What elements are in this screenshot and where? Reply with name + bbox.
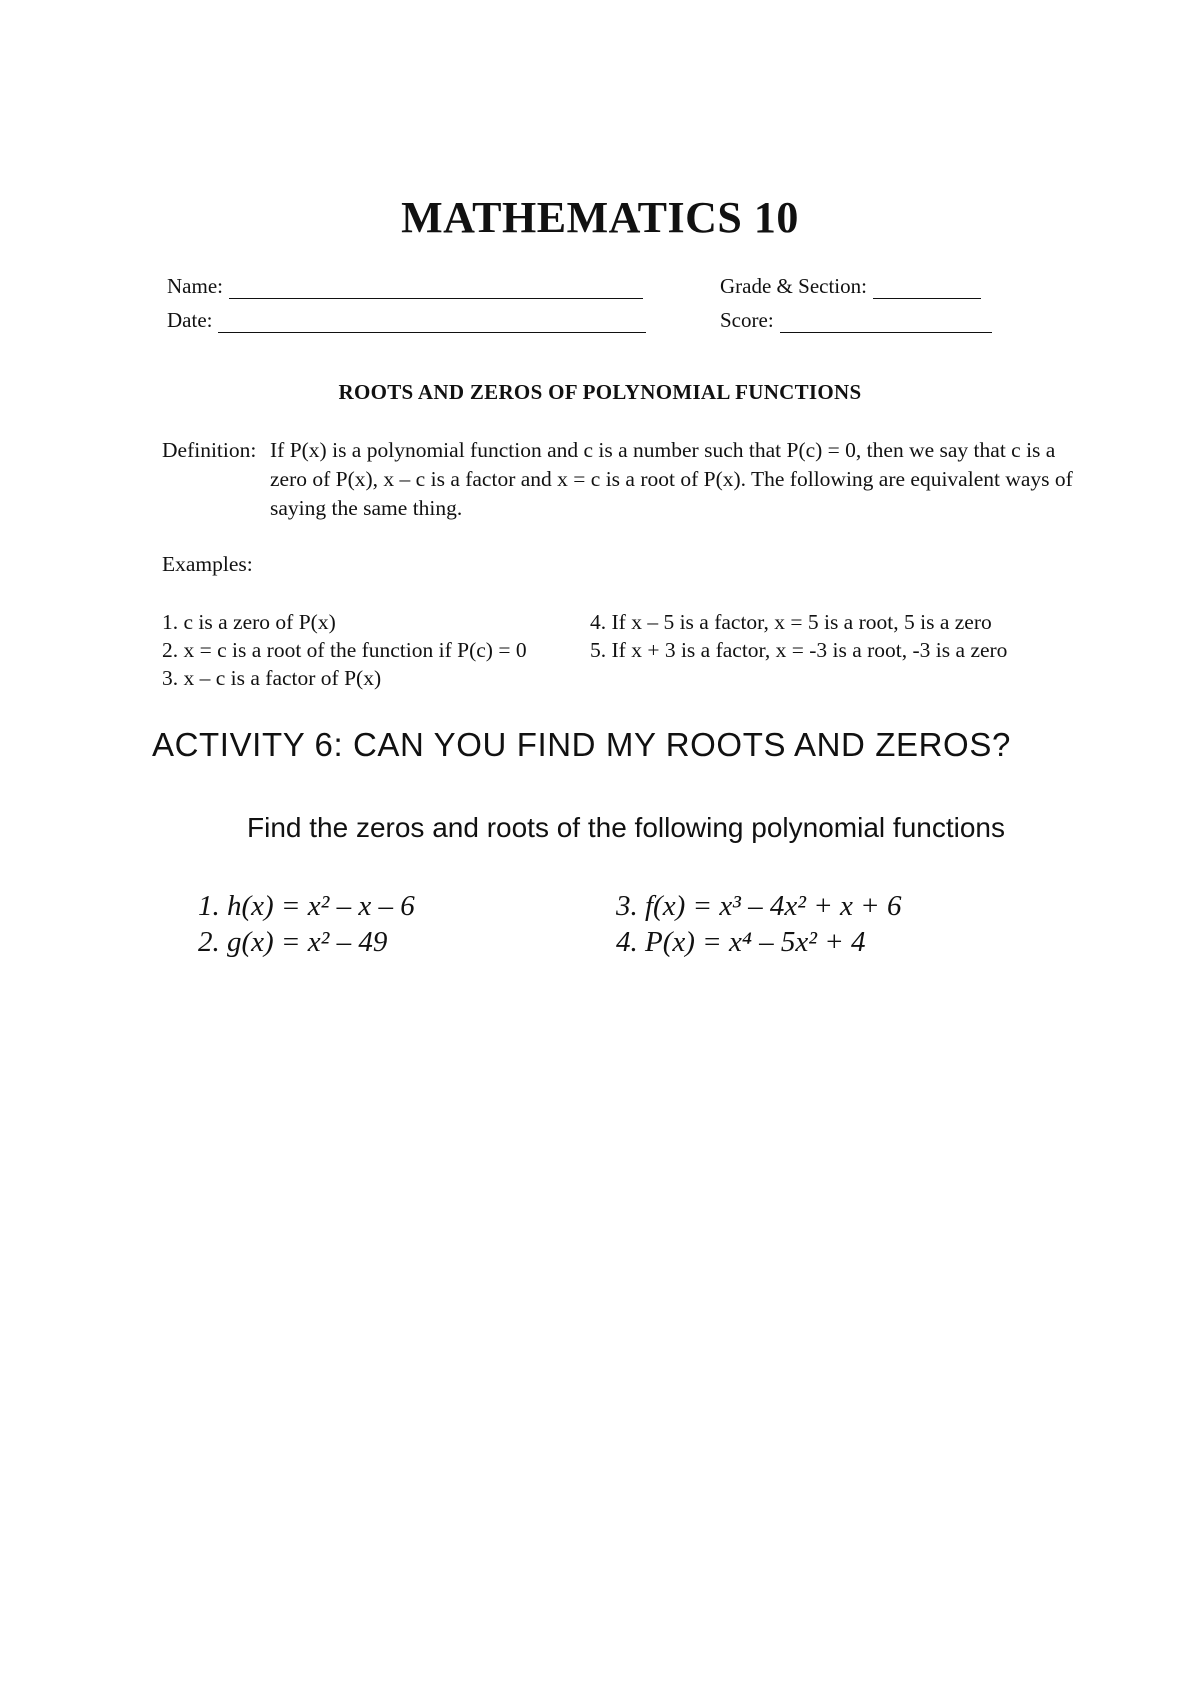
activity-instruction: Find the zeros and roots of the following polynomial functions [247,812,1005,843]
examples-label: Examples: [162,552,253,576]
page-title: MATHEMATICS 10 [401,193,799,242]
activity-title: ACTIVITY 6: CAN YOU FIND MY ROOTS AND ZEROS? [152,726,1011,763]
example-item: 3. x – c is a factor of P(x) [162,666,382,690]
score-blank-line [780,312,992,333]
grade-section-field [720,274,981,299]
problem-item: 2. g(x) = x² – 49 [198,926,388,958]
section-subtitle: ROOTS AND ZEROS OF POLYNOMIAL FUNCTIONS [338,380,862,404]
problem-item: 1. h(x) = x² – x – 6 [198,890,415,922]
example-item: 2. x = c is a root of the function if P(c) = 0 [162,638,527,662]
definition-text: If P(x) is a polynomial function and c is a number such that P(c) = 0, then we say that c is a zero of P(x), x – c is a factor and x = c is a root of P(x). The following are equivalent ways of saying the same thing. [270,438,1073,520]
date-blank-line [218,312,646,333]
example-item: 5. If x + 3 is a factor, x = -3 is a root, -3 is a zero [590,638,1008,662]
name-field [167,274,643,299]
date-label: Date: [167,308,213,332]
example-item: 4. If x – 5 is a factor, x = 5 is a root, 5 is a zero [590,610,992,634]
example-item: 1. c is a zero of P(x) [162,610,336,634]
grade-section-blank-line [873,278,981,299]
definition-label: Definition: [162,438,257,462]
score-field [720,308,992,333]
problem-item: 3. f(x) = x³ – 4x² + x + 6 [616,890,902,922]
name-label: Name: [167,274,223,298]
problem-item: 4. P(x) = x⁴ – 5x² + 4 [616,926,866,958]
grade-section-label: Grade & Section: [720,274,867,298]
name-blank-line [229,278,643,299]
score-label: Score: [720,308,774,332]
date-field [167,308,646,333]
